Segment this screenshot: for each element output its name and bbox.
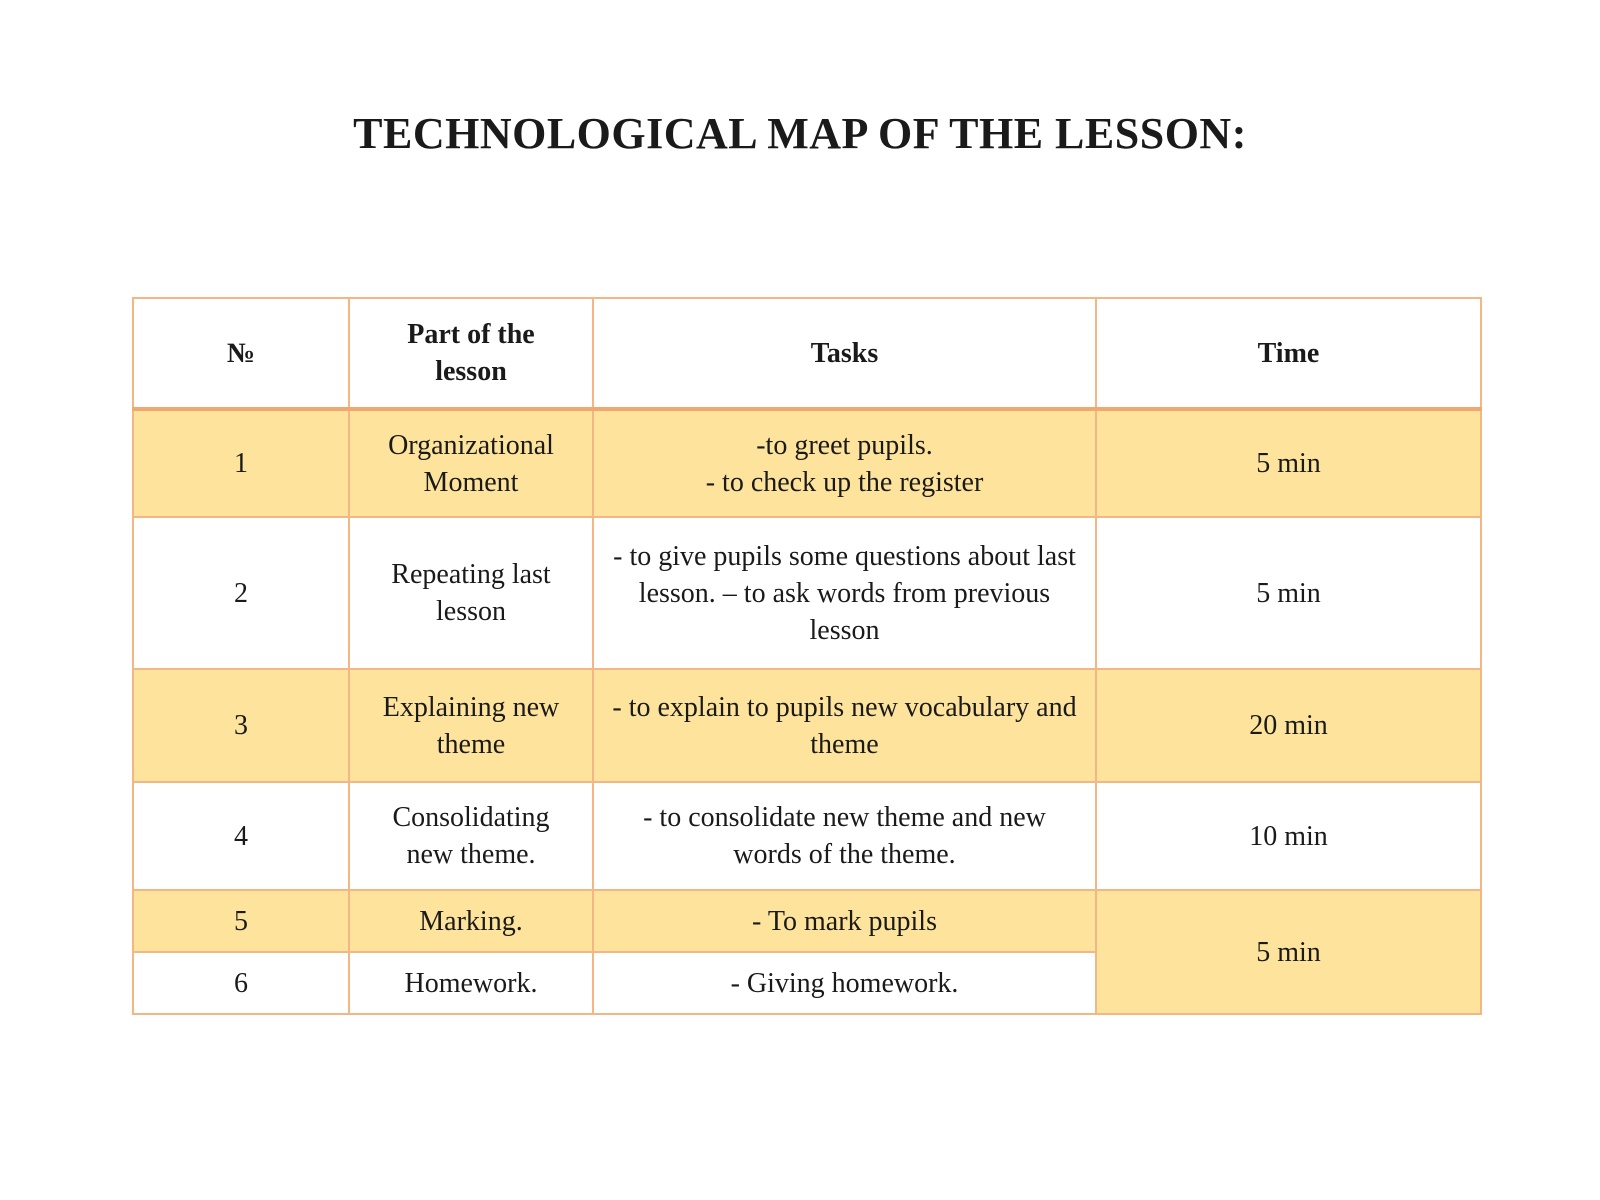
task-line: - To mark pupils xyxy=(752,905,937,937)
cell-part: Consolidating new theme. xyxy=(349,782,593,890)
cell-tasks xyxy=(593,409,1096,517)
task-line: - Giving homework. xyxy=(730,967,959,999)
table-row xyxy=(133,890,1481,952)
cell-part: Marking. xyxy=(349,890,593,952)
cell-time: 5 min xyxy=(1096,890,1481,1014)
header-tasks: Tasks xyxy=(593,298,1096,409)
cell-number: 5 xyxy=(133,890,349,952)
header-number: № xyxy=(133,298,349,409)
cell-part: Organizational Moment xyxy=(349,409,593,517)
task-line: - to consolidate new theme and new words of the theme. xyxy=(643,802,1046,870)
table-row xyxy=(133,669,1481,782)
cell-number: 3 xyxy=(133,669,349,782)
table-row xyxy=(133,782,1481,890)
table-row xyxy=(133,409,1481,517)
cell-time: 5 min xyxy=(1096,409,1481,517)
task-line: - to explain to pupils new vocabulary and theme xyxy=(612,691,1077,760)
table-row xyxy=(133,517,1481,669)
task-line: -to greet pupils. xyxy=(756,429,933,461)
cell-part: Homework. xyxy=(349,952,593,1014)
cell-tasks xyxy=(593,669,1096,782)
cell-number: 6 xyxy=(133,952,349,1014)
header-time: Time xyxy=(1096,298,1481,409)
cell-time: 20 min xyxy=(1096,669,1481,782)
task-line: - to give pupils some questions about last lesson. – to ask words from previous lesson xyxy=(613,540,1076,646)
cell-number: 4 xyxy=(133,782,349,890)
cell-number: 2 xyxy=(133,517,349,669)
cell-time: 10 min xyxy=(1096,782,1481,890)
header-part-of-lesson: Part of the lesson xyxy=(349,298,593,409)
cell-part: Explaining new theme xyxy=(349,669,593,782)
cell-tasks xyxy=(593,890,1096,952)
table-header-row xyxy=(133,298,1481,409)
cell-tasks xyxy=(593,952,1096,1014)
page-title: TECHNOLOGICAL MAP OF THE LESSON: xyxy=(353,109,1247,158)
lesson-plan-table xyxy=(132,297,1482,1015)
cell-number: 1 xyxy=(133,409,349,517)
cell-time: 5 min xyxy=(1096,517,1481,669)
cell-tasks xyxy=(593,517,1096,669)
task-line: - to check up the register xyxy=(705,466,984,498)
cell-tasks xyxy=(593,782,1096,890)
cell-part: Repeating last lesson xyxy=(349,517,593,669)
